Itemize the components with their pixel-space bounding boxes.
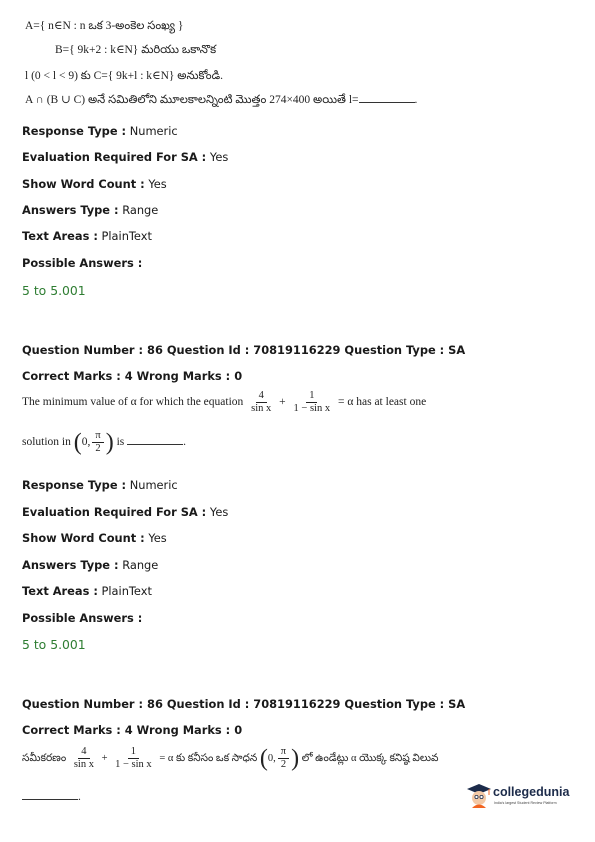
answer-blank	[127, 435, 183, 445]
fraction-1-over-1-minus-sinx: $\frac{1}{\text{1 − sin x}}$	[293, 390, 331, 414]
possible-answers-label-1: Possible Answers :	[22, 256, 143, 270]
response-type-row-2: Response Type : Numeric	[22, 478, 178, 492]
response-type-row-1: Response Type : Numeric	[22, 124, 178, 138]
evaluation-row-1: Evaluation Required For SA : Yes	[22, 150, 229, 164]
question-86-text: The minimum value of α for which the equation $\frac{4}{\text{sin x}}$ + $\frac{1}{\text{1 − sin x}}$ = α has at least one	[22, 390, 427, 414]
question-86-text-line2: solution in (0, $\frac{\pi}{2}$ ) is .	[22, 429, 186, 456]
set-b-definition: B={ 9k+2 : k∈N} మరియు ఒకానొక	[55, 44, 217, 56]
possible-answers-value-1: 5 to 5.001	[22, 283, 86, 298]
question-marks-2: Correct Marks : 4 Wrong Marks : 0	[22, 369, 243, 383]
possible-answers-value-2: 5 to 5.001	[22, 637, 86, 652]
logo-wordmark: collegedunia	[493, 785, 570, 799]
fraction-pi-over-2: $\frac{\pi}{2}$	[92, 430, 103, 455]
answers-type-row-2: Answers Type : Range	[22, 558, 159, 572]
fraction-pi-over-2-te: $\frac{\pi}{2}$	[278, 746, 289, 771]
logo-tagline: India's largest Student Review Platform	[494, 801, 557, 805]
text-areas-row-2: Text Areas : PlainText	[22, 584, 152, 598]
word-count-row-1: Show Word Count : Yes	[22, 177, 167, 191]
set-a-definition: A={ n∈N : n ఒక 3-అంకెల సంఖ్య }	[25, 20, 184, 32]
collegedunia-logo	[466, 782, 584, 812]
word-count-row-2: Show Word Count : Yes	[22, 531, 167, 545]
graduate-mascot-icon	[466, 782, 492, 810]
question-86-telugu-blank: .	[22, 790, 81, 803]
fraction-4-over-sinx-te: $\frac{4}{\text{sin x}}$	[73, 746, 94, 770]
set-c-definition: l (0 < l < 9) కు C={ 9k+l : k∈N} అనుకోండి.	[25, 70, 223, 82]
answer-blank	[359, 93, 415, 103]
possible-answers-label-2: Possible Answers :	[22, 611, 143, 625]
answers-type-row-1: Answers Type : Range	[22, 203, 159, 217]
question-86-telugu-text: సమీకరణం $\frac{4}{\text{sin x}}$ + $\frac{1}{\text{1 − sin x}}$ = α కు కనీసం ఒక సాధన (0, $\frac{\pi}{2}$ ) లో ఉండేట్లు α యొక్క కనిష్ఠ విలువ	[22, 745, 439, 772]
fraction-1-over-1-minus-sinx-te: $\frac{1}{\text{1 − sin x}}$	[115, 746, 152, 770]
question-marks-3: Correct Marks : 4 Wrong Marks : 0	[22, 723, 243, 737]
text-areas-row-1: Text Areas : PlainText	[22, 229, 152, 243]
evaluation-row-2: Evaluation Required For SA : Yes	[22, 505, 229, 519]
question-header-3: Question Number : 86 Question Id : 70819116229 Question Type : SA	[22, 697, 466, 711]
question-85-condition: A ∩ (B ∪ C) అనే సమితిలోని మూలకాలన్నింటి మొత్తం 274×400 అయితే l= .	[25, 94, 418, 106]
condition-text: A ∩ (B ∪ C) అనే సమితిలోని మూలకాలన్నింటి మొత్తం 274×400 అయితే l=	[25, 94, 359, 106]
answer-blank	[22, 790, 78, 800]
fraction-4-over-sinx: $\frac{4}{\text{sin x}}$	[251, 390, 272, 414]
question-header-2: Question Number : 86 Question Id : 70819116229 Question Type : SA	[22, 343, 466, 357]
